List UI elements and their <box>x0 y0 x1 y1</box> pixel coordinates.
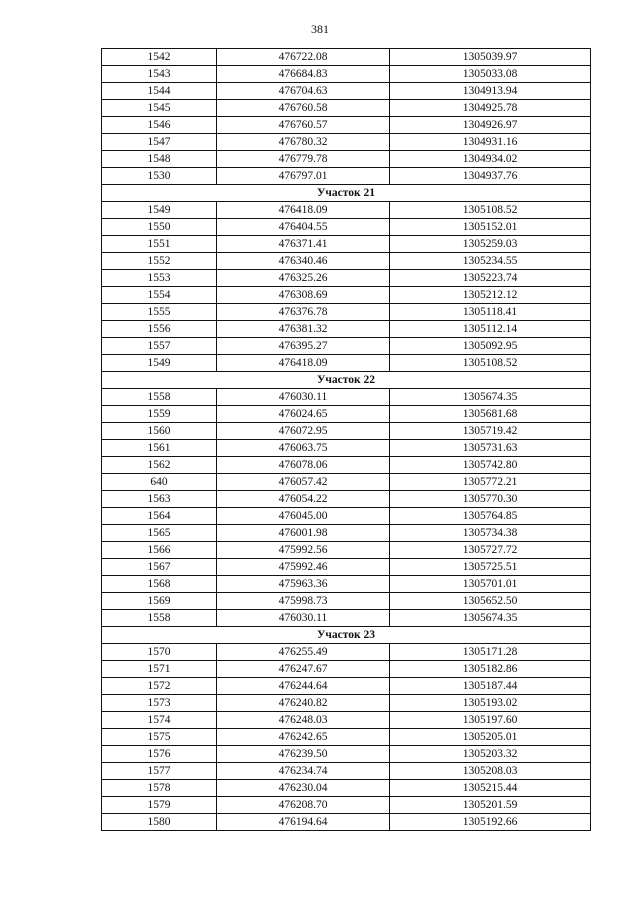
point-number-cell: 1565 <box>102 525 217 542</box>
x-coordinate-cell: 476078.06 <box>217 457 390 474</box>
point-number-cell: 1543 <box>102 66 217 83</box>
x-coordinate-cell: 476371.41 <box>217 236 390 253</box>
point-number-cell: 1559 <box>102 406 217 423</box>
point-number-cell: 1569 <box>102 593 217 610</box>
x-coordinate-cell: 476760.57 <box>217 117 390 134</box>
x-coordinate-cell: 476072.95 <box>217 423 390 440</box>
y-coordinate-cell: 1305152.01 <box>390 219 591 236</box>
table-row <box>102 134 591 151</box>
table-row <box>102 253 591 270</box>
table-row <box>102 151 591 168</box>
table-row <box>102 695 591 712</box>
point-number-cell: 1555 <box>102 304 217 321</box>
table-row <box>102 270 591 287</box>
y-coordinate-cell: 1305731.63 <box>390 440 591 457</box>
y-coordinate-cell: 1305215.44 <box>390 780 591 797</box>
point-number-cell: 1546 <box>102 117 217 134</box>
x-coordinate-cell: 476240.82 <box>217 695 390 712</box>
x-coordinate-cell: 475998.73 <box>217 593 390 610</box>
y-coordinate-cell: 1305033.08 <box>390 66 591 83</box>
point-number-cell: 1576 <box>102 746 217 763</box>
x-coordinate-cell: 476244.64 <box>217 678 390 695</box>
y-coordinate-cell: 1305652.50 <box>390 593 591 610</box>
table-row <box>102 814 591 831</box>
y-coordinate-cell: 1305203.32 <box>390 746 591 763</box>
table-row <box>102 355 591 372</box>
y-coordinate-cell: 1305112.14 <box>390 321 591 338</box>
point-number-cell: 1563 <box>102 491 217 508</box>
point-number-cell: 1548 <box>102 151 217 168</box>
y-coordinate-cell: 1305171.28 <box>390 644 591 661</box>
table-row <box>102 457 591 474</box>
table-row <box>102 610 591 627</box>
x-coordinate-cell: 476404.55 <box>217 219 390 236</box>
point-number-cell: 1557 <box>102 338 217 355</box>
table-row <box>102 304 591 321</box>
section-title: Участок 21 <box>102 185 591 202</box>
table-row <box>102 746 591 763</box>
point-number-cell: 1551 <box>102 236 217 253</box>
section-title: Участок 23 <box>102 627 591 644</box>
point-number-cell: 1568 <box>102 576 217 593</box>
table-row <box>102 474 591 491</box>
x-coordinate-cell: 476381.32 <box>217 321 390 338</box>
x-coordinate-cell: 476234.74 <box>217 763 390 780</box>
x-coordinate-cell: 476248.03 <box>217 712 390 729</box>
point-number-cell: 1554 <box>102 287 217 304</box>
table-row <box>102 576 591 593</box>
y-coordinate-cell: 1305092.95 <box>390 338 591 355</box>
x-coordinate-cell: 475992.56 <box>217 542 390 559</box>
point-number-cell: 1570 <box>102 644 217 661</box>
table-row <box>102 423 591 440</box>
x-coordinate-cell: 476230.04 <box>217 780 390 797</box>
x-coordinate-cell: 475992.46 <box>217 559 390 576</box>
y-coordinate-cell: 1304926.97 <box>390 117 591 134</box>
point-number-cell: 1552 <box>102 253 217 270</box>
x-coordinate-cell: 476418.09 <box>217 355 390 372</box>
point-number-cell: 1558 <box>102 610 217 627</box>
point-number-cell: 1560 <box>102 423 217 440</box>
y-coordinate-cell: 1305201.59 <box>390 797 591 814</box>
table-row <box>102 661 591 678</box>
table-row <box>102 83 591 100</box>
x-coordinate-cell: 476255.49 <box>217 644 390 661</box>
table-row <box>102 338 591 355</box>
y-coordinate-cell: 1305701.01 <box>390 576 591 593</box>
point-number-cell: 1549 <box>102 355 217 372</box>
point-number-cell: 1549 <box>102 202 217 219</box>
y-coordinate-cell: 1304913.94 <box>390 83 591 100</box>
y-coordinate-cell: 1305193.02 <box>390 695 591 712</box>
point-number-cell: 1580 <box>102 814 217 831</box>
y-coordinate-cell: 1304937.76 <box>390 168 591 185</box>
section-title: Участок 22 <box>102 372 591 389</box>
point-number-cell: 1556 <box>102 321 217 338</box>
section-header-row <box>102 372 591 389</box>
y-coordinate-cell: 1305719.42 <box>390 423 591 440</box>
y-coordinate-cell: 1305182.86 <box>390 661 591 678</box>
table-row <box>102 712 591 729</box>
y-coordinate-cell: 1305197.60 <box>390 712 591 729</box>
point-number-cell: 1572 <box>102 678 217 695</box>
section-header-row <box>102 627 591 644</box>
x-coordinate-cell: 476054.22 <box>217 491 390 508</box>
point-number-cell: 1573 <box>102 695 217 712</box>
y-coordinate-cell: 1305259.03 <box>390 236 591 253</box>
y-coordinate-cell: 1305118.41 <box>390 304 591 321</box>
section-header-row <box>102 185 591 202</box>
y-coordinate-cell: 1305108.52 <box>390 355 591 372</box>
y-coordinate-cell: 1305674.35 <box>390 610 591 627</box>
x-coordinate-cell: 476684.83 <box>217 66 390 83</box>
x-coordinate-cell: 476001.98 <box>217 525 390 542</box>
y-coordinate-cell: 1305039.97 <box>390 49 591 66</box>
point-number-cell: 1545 <box>102 100 217 117</box>
table-row <box>102 542 591 559</box>
x-coordinate-cell: 476247.67 <box>217 661 390 678</box>
y-coordinate-cell: 1304934.02 <box>390 151 591 168</box>
table-row <box>102 440 591 457</box>
point-number-cell: 1544 <box>102 83 217 100</box>
table-row <box>102 321 591 338</box>
table-row <box>102 117 591 134</box>
point-number-cell: 1579 <box>102 797 217 814</box>
point-number-cell: 1547 <box>102 134 217 151</box>
x-coordinate-cell: 476239.50 <box>217 746 390 763</box>
y-coordinate-cell: 1304931.16 <box>390 134 591 151</box>
point-number-cell: 1530 <box>102 168 217 185</box>
point-number-cell: 1542 <box>102 49 217 66</box>
point-number-cell: 1575 <box>102 729 217 746</box>
point-number-cell: 1571 <box>102 661 217 678</box>
x-coordinate-cell: 476045.00 <box>217 508 390 525</box>
point-number-cell: 1567 <box>102 559 217 576</box>
x-coordinate-cell: 476704.63 <box>217 83 390 100</box>
x-coordinate-cell: 476194.64 <box>217 814 390 831</box>
x-coordinate-cell: 476063.75 <box>217 440 390 457</box>
y-coordinate-cell: 1305772.21 <box>390 474 591 491</box>
x-coordinate-cell: 476395.27 <box>217 338 390 355</box>
point-number-cell: 640 <box>102 474 217 491</box>
y-coordinate-cell: 1305187.44 <box>390 678 591 695</box>
table-row <box>102 797 591 814</box>
x-coordinate-cell: 476057.42 <box>217 474 390 491</box>
table-row <box>102 219 591 236</box>
x-coordinate-cell: 476340.46 <box>217 253 390 270</box>
table-row <box>102 406 591 423</box>
y-coordinate-cell: 1305674.35 <box>390 389 591 406</box>
x-coordinate-cell: 476376.78 <box>217 304 390 321</box>
x-coordinate-cell: 476208.70 <box>217 797 390 814</box>
point-number-cell: 1577 <box>102 763 217 780</box>
table-row <box>102 236 591 253</box>
table-row <box>102 678 591 695</box>
page-number: 381 <box>311 22 329 36</box>
point-number-cell: 1553 <box>102 270 217 287</box>
x-coordinate-cell: 476797.01 <box>217 168 390 185</box>
point-number-cell: 1566 <box>102 542 217 559</box>
y-coordinate-cell: 1304925.78 <box>390 100 591 117</box>
x-coordinate-cell: 476024.65 <box>217 406 390 423</box>
y-coordinate-cell: 1305212.12 <box>390 287 591 304</box>
x-coordinate-cell: 476418.09 <box>217 202 390 219</box>
x-coordinate-cell: 476760.58 <box>217 100 390 117</box>
table-row <box>102 729 591 746</box>
y-coordinate-cell: 1305734.38 <box>390 525 591 542</box>
y-coordinate-cell: 1305223.74 <box>390 270 591 287</box>
x-coordinate-cell: 476030.11 <box>217 610 390 627</box>
table-row <box>102 168 591 185</box>
y-coordinate-cell: 1305727.72 <box>390 542 591 559</box>
table-row <box>102 780 591 797</box>
x-coordinate-cell: 476030.11 <box>217 389 390 406</box>
table-row <box>102 763 591 780</box>
table-row <box>102 66 591 83</box>
x-coordinate-cell: 476779.78 <box>217 151 390 168</box>
table-row <box>102 100 591 117</box>
y-coordinate-cell: 1305108.52 <box>390 202 591 219</box>
y-coordinate-cell: 1305742.80 <box>390 457 591 474</box>
table-row <box>102 508 591 525</box>
table-row <box>102 559 591 576</box>
y-coordinate-cell: 1305192.66 <box>390 814 591 831</box>
table-row <box>102 202 591 219</box>
coordinates-table <box>101 48 591 831</box>
y-coordinate-cell: 1305234.55 <box>390 253 591 270</box>
table-row <box>102 49 591 66</box>
table-row <box>102 287 591 304</box>
x-coordinate-cell: 475963.36 <box>217 576 390 593</box>
point-number-cell: 1550 <box>102 219 217 236</box>
table-row <box>102 644 591 661</box>
point-number-cell: 1558 <box>102 389 217 406</box>
y-coordinate-cell: 1305208.03 <box>390 763 591 780</box>
x-coordinate-cell: 476722.08 <box>217 49 390 66</box>
table-row <box>102 593 591 610</box>
coordinates-table-body <box>102 49 591 831</box>
x-coordinate-cell: 476325.26 <box>217 270 390 287</box>
table-row <box>102 491 591 508</box>
table-row <box>102 525 591 542</box>
y-coordinate-cell: 1305725.51 <box>390 559 591 576</box>
point-number-cell: 1561 <box>102 440 217 457</box>
x-coordinate-cell: 476780.32 <box>217 134 390 151</box>
point-number-cell: 1574 <box>102 712 217 729</box>
y-coordinate-cell: 1305205.01 <box>390 729 591 746</box>
y-coordinate-cell: 1305764.85 <box>390 508 591 525</box>
y-coordinate-cell: 1305770.30 <box>390 491 591 508</box>
x-coordinate-cell: 476308.69 <box>217 287 390 304</box>
y-coordinate-cell: 1305681.68 <box>390 406 591 423</box>
table-row <box>102 389 591 406</box>
point-number-cell: 1578 <box>102 780 217 797</box>
point-number-cell: 1562 <box>102 457 217 474</box>
x-coordinate-cell: 476242.65 <box>217 729 390 746</box>
point-number-cell: 1564 <box>102 508 217 525</box>
